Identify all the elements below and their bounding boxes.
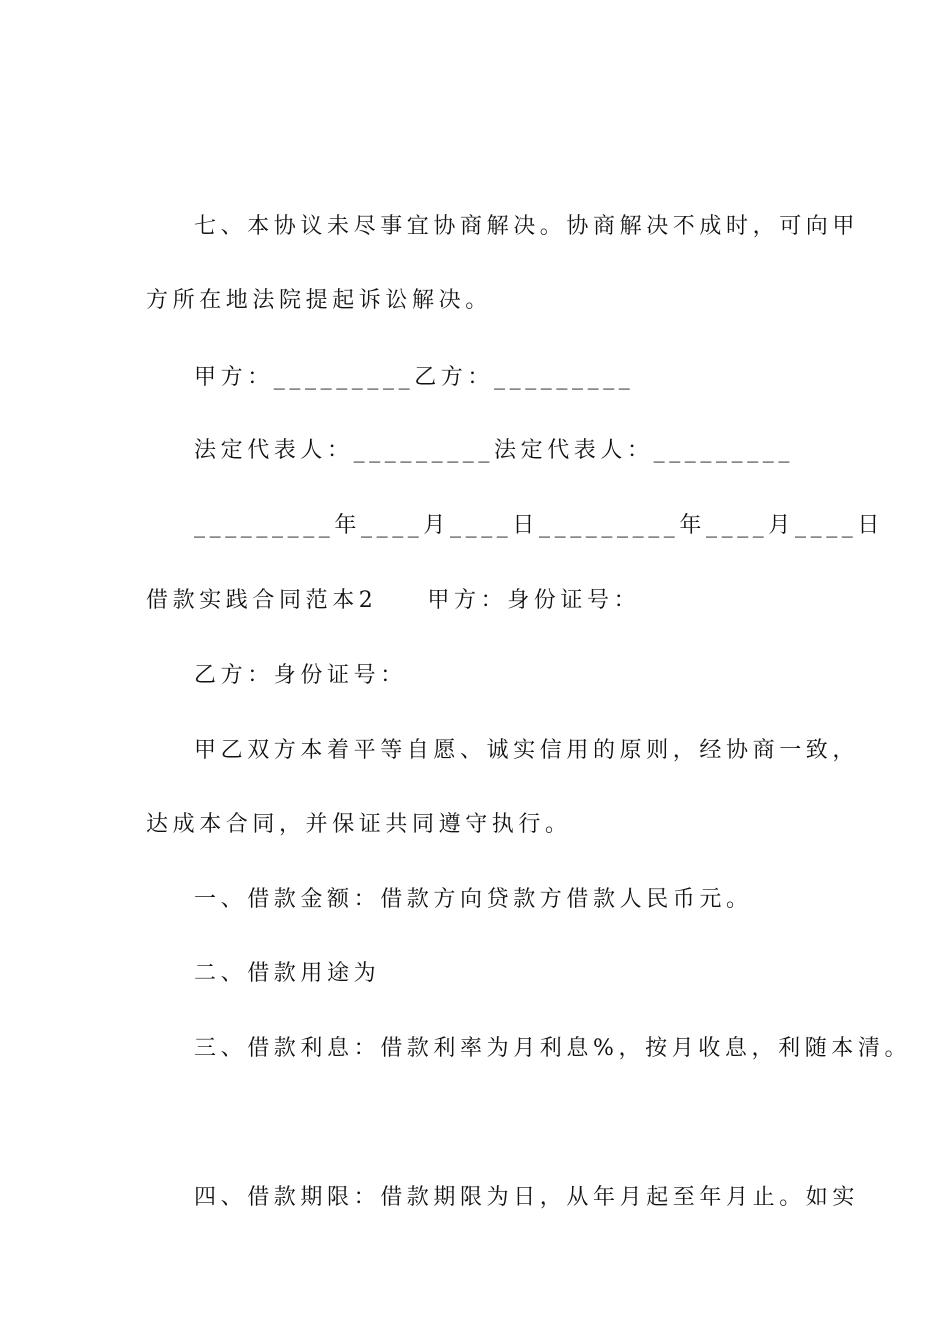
paragraph-preamble-cont: 达成本合同，并保证共同遵守执行。 [146, 812, 572, 837]
clause-loan-amount: 一、借款金额：借款方向贷款方借款人民币元。 [194, 887, 753, 912]
clause-loan-term: 四、借款期限：借款期限为日，从年月起至年月止。如实 [194, 1185, 860, 1210]
paragraph-preamble: 甲乙双方本着平等自愿、诚实信用的原则，经协商一致， [194, 738, 860, 763]
signature-parties-line: 甲方：_________乙方：_________ [194, 365, 635, 390]
party-a-id-label: 甲方：身份证号： [427, 588, 641, 613]
paragraph-clause-7: 七、本协议未尽事宜协商解决。协商解决不成时，可向甲 [194, 214, 860, 239]
clause-loan-interest: 三、借款利息：借款利率为月利息%，按月收息，利随本清。 [194, 1036, 912, 1061]
paragraph-clause-7-cont: 方所在地法院提起诉讼解决。 [146, 288, 492, 313]
signature-representatives-line: 法定代表人：_________法定代表人：_________ [194, 438, 795, 463]
party-b-id-label: 乙方：身份证号： [194, 663, 407, 688]
signature-date-line: _________年____月____日_________年____月____日 [194, 513, 884, 538]
contract-title-line [146, 586, 640, 616]
clause-loan-purpose: 二、借款用途为 [194, 961, 381, 986]
contract-title: 借款实践合同范本2 [146, 588, 378, 613]
